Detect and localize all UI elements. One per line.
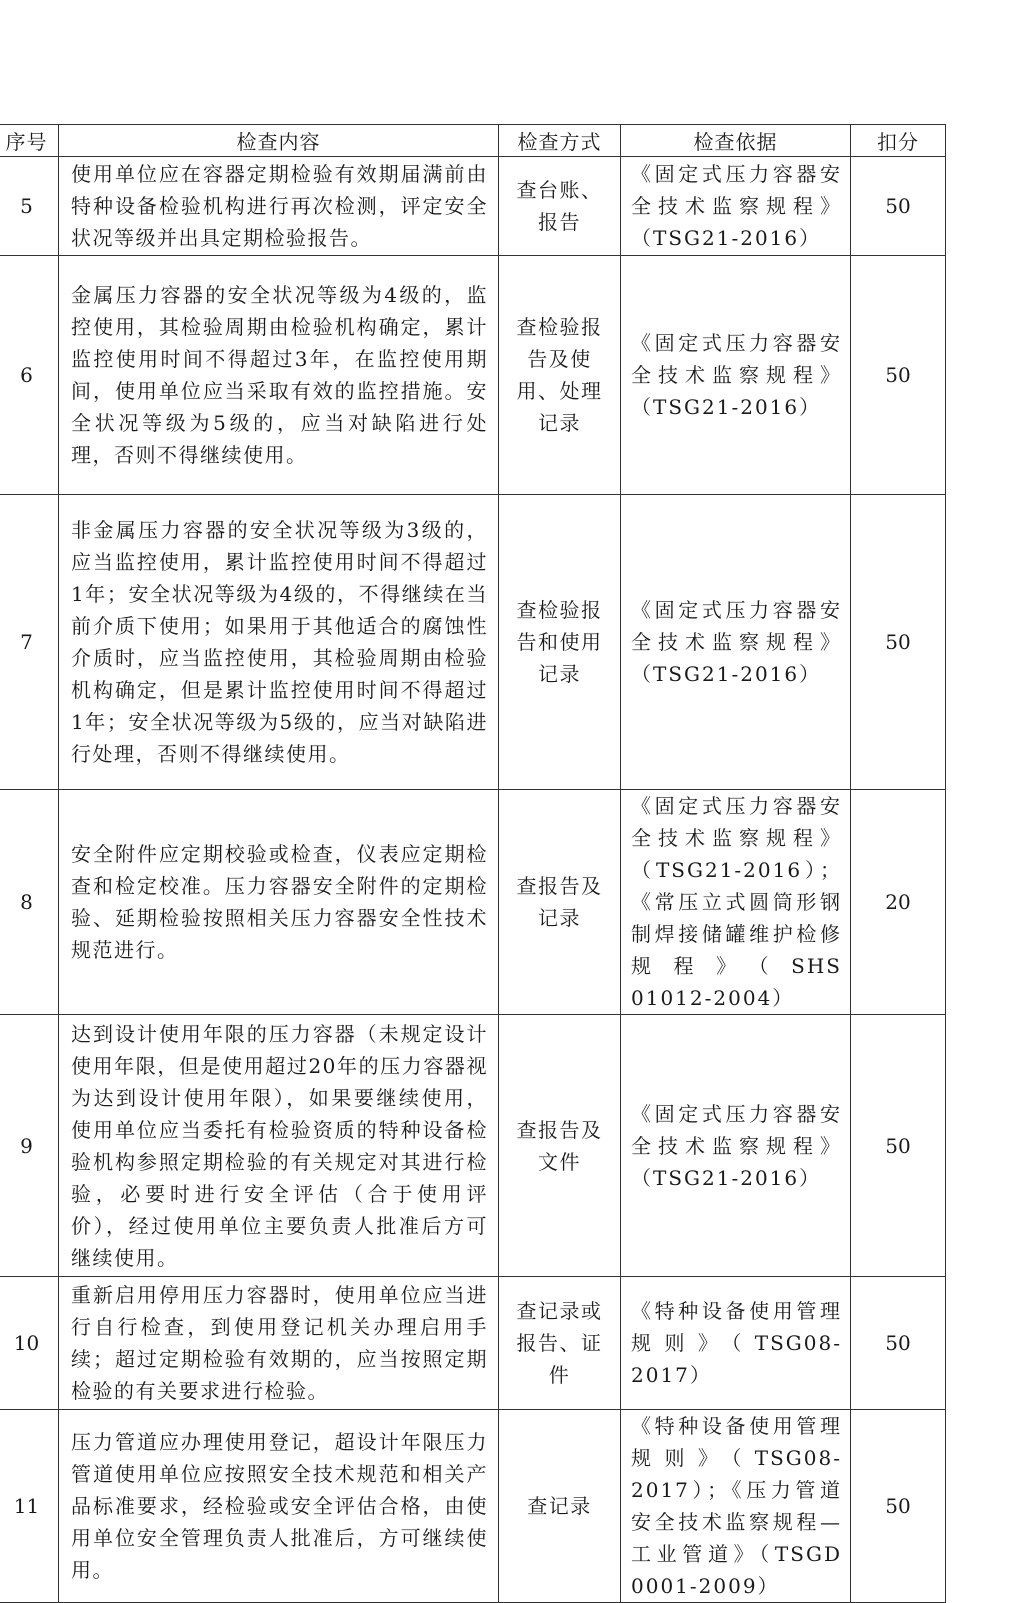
header-deduct: 扣分 xyxy=(851,125,946,157)
cell-no: 9 xyxy=(0,1015,59,1277)
cell-basis: 《固定式压力容器安全技术监察规程》（TSG21-2016）；《常压立式圆筒形钢制焊接储罐维护检修规程》（SHS 01012-2004） xyxy=(621,790,851,1015)
table-row xyxy=(0,256,946,495)
cell-basis: 《固定式压力容器安全技术监察规程》（TSG21-2016） xyxy=(621,157,851,256)
table-header-row xyxy=(0,125,946,157)
header-method: 检查方式 xyxy=(499,125,621,157)
cell-content: 使用单位应在容器定期检验有效期届满前由特种设备检验机构进行再次检测，评定安全状况等级并出具定期检验报告。 xyxy=(59,157,499,256)
cell-deduct: 50 xyxy=(851,157,946,256)
table-row xyxy=(0,1015,946,1277)
header-content: 检查内容 xyxy=(59,125,499,157)
cell-method: 查报告及文件 xyxy=(499,1015,621,1277)
cell-content: 重新启用停用压力容器时，使用单位应当进行自行检查，到使用登记机关办理启用手续；超过定期检验有效期的，应当按照定期检验的有关要求进行检验。 xyxy=(59,1277,499,1410)
cell-method: 查检验报告和使用记录 xyxy=(499,495,621,790)
header-no: 序号 xyxy=(0,125,59,157)
table-row xyxy=(0,1410,946,1603)
cell-deduct: 50 xyxy=(851,495,946,790)
cell-content: 压力管道应办理使用登记，超设计年限压力管道使用单位应按照安全技术规范和相关产品标准要求，经检验或安全评估合格，由使用单位安全管理负责人批准后，方可继续使用。 xyxy=(59,1410,499,1603)
cell-deduct: 50 xyxy=(851,1410,946,1603)
cell-no: 7 xyxy=(0,495,59,790)
cell-no: 10 xyxy=(0,1277,59,1410)
cell-basis: 《特种设备使用管理规则》（TSG08-2017）；《压力管道安全技术监察规程—工业管道》（TSGD 0001-2009） xyxy=(621,1410,851,1603)
table-row xyxy=(0,1277,946,1410)
cell-basis: 《特种设备使用管理规则》（TSG08-2017） xyxy=(621,1277,851,1410)
cell-content: 安全附件应定期校验或检查，仪表应定期检查和检定校准。压力容器安全附件的定期检验、延期检验按照相关压力容器安全性技术规范进行。 xyxy=(59,790,499,1015)
cell-content: 非金属压力容器的安全状况等级为3级的，应当监控使用，累计监控使用时间不得超过1年；安全状况等级为4级的，不得继续在当前介质下使用；如果用于其他适合的腐蚀性介质时，应当监控使用，其检验周期由检验机构确定，但是累计监控使用时间不得超过1年；安全状况等级为5级的，应当对缺陷进行处理，否则不得继续使用。 xyxy=(59,495,499,790)
inspection-table-container xyxy=(0,124,945,1603)
table-row xyxy=(0,157,946,256)
header-basis: 检查依据 xyxy=(621,125,851,157)
cell-method: 查记录 xyxy=(499,1410,621,1603)
cell-content: 金属压力容器的安全状况等级为4级的，监控使用，其检验周期由检验机构确定，累计监控使用时间不得超过3年，在监控使用期间，使用单位应当采取有效的监控措施。安全状况等级为5级的，应当对缺陷进行处理，否则不得继续使用。 xyxy=(59,256,499,495)
cell-deduct: 50 xyxy=(851,1015,946,1277)
cell-no: 5 xyxy=(0,157,59,256)
cell-method: 查报告及记录 xyxy=(499,790,621,1015)
cell-basis: 《固定式压力容器安全技术监察规程》（TSG21-2016） xyxy=(621,1015,851,1277)
table-row xyxy=(0,495,946,790)
cell-method: 查检验报告及使用、处理记录 xyxy=(499,256,621,495)
cell-basis: 《固定式压力容器安全技术监察规程》（TSG21-2016） xyxy=(621,256,851,495)
inspection-table xyxy=(0,124,946,1603)
cell-no: 11 xyxy=(0,1410,59,1603)
cell-basis: 《固定式压力容器安全技术监察规程》（TSG21-2016） xyxy=(621,495,851,790)
table-row xyxy=(0,790,946,1015)
cell-content: 达到设计使用年限的压力容器（未规定设计使用年限，但是使用超过20年的压力容器视为达到设计使用年限），如果要继续使用，使用单位应当委托有检验资质的特种设备检验机构参照定期检验的有关规定对其进行检验，必要时进行安全评估（合于使用评价），经过使用单位主要负责人批准后方可继续使用。 xyxy=(59,1015,499,1277)
cell-method: 查台账、报告 xyxy=(499,157,621,256)
cell-deduct: 50 xyxy=(851,1277,946,1410)
cell-deduct: 50 xyxy=(851,256,946,495)
cell-no: 6 xyxy=(0,256,59,495)
cell-deduct: 20 xyxy=(851,790,946,1015)
cell-method: 查记录或报告、证件 xyxy=(499,1277,621,1410)
cell-no: 8 xyxy=(0,790,59,1015)
